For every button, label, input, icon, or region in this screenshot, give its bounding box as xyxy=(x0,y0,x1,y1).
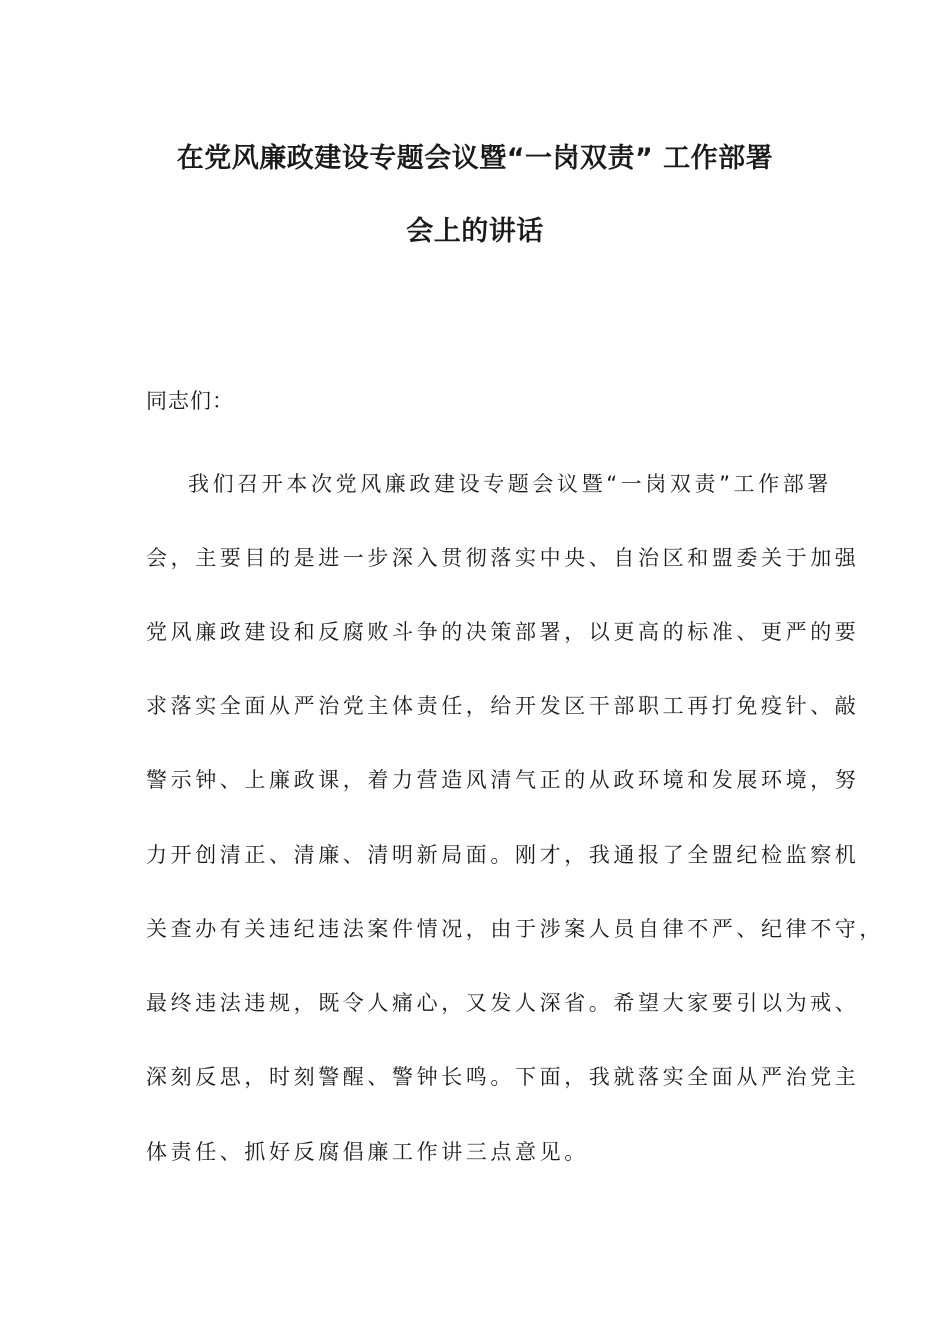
paragraph-line: 最终违法违规，既令人痛心，又发人深省。希望大家要引以为戒、 xyxy=(146,991,860,1015)
paragraph-line: 党风廉政建设和反腐败斗争的决策部署，以更高的标准、更严的要 xyxy=(146,620,860,644)
paragraph-line: 警示钟、上廉政课，着力营造风清气正的从政环境和发展环境，努 xyxy=(146,768,860,792)
document-title-line-1: 在党风廉政建设专题会议暨“一岗双责” 工作部署 xyxy=(176,143,774,174)
paragraph-line: 体责任、抓好反腐倡廉工作讲三点意见。 xyxy=(146,1140,589,1164)
paragraph-line: 会，主要目的是进一步深入贯彻落实中央、自治区和盟委关于加强 xyxy=(146,546,860,570)
document-title-line-2: 会上的讲话 xyxy=(406,216,544,247)
paragraph-line: 求落实全面从严治党主体责任，给开发区干部职工再打免疫针、敲 xyxy=(146,694,860,718)
paragraph-line: 深刻反思，时刻警醒、警钟长鸣。下面，我就落实全面从严治党主 xyxy=(146,1065,860,1089)
salutation: 同志们： xyxy=(146,389,234,413)
paragraph-line: 关查办有关违纪违法案件情况，由于涉案人员自律不严、纪律不守， xyxy=(146,917,884,941)
paragraph-line: 我们召开本次党风廉政建设专题会议暨“一岗双责”工作部署 xyxy=(188,472,832,496)
paragraph-line: 力开创清正、清廉、清明新局面。刚才，我通报了全盟纪检监察机 xyxy=(146,843,860,867)
